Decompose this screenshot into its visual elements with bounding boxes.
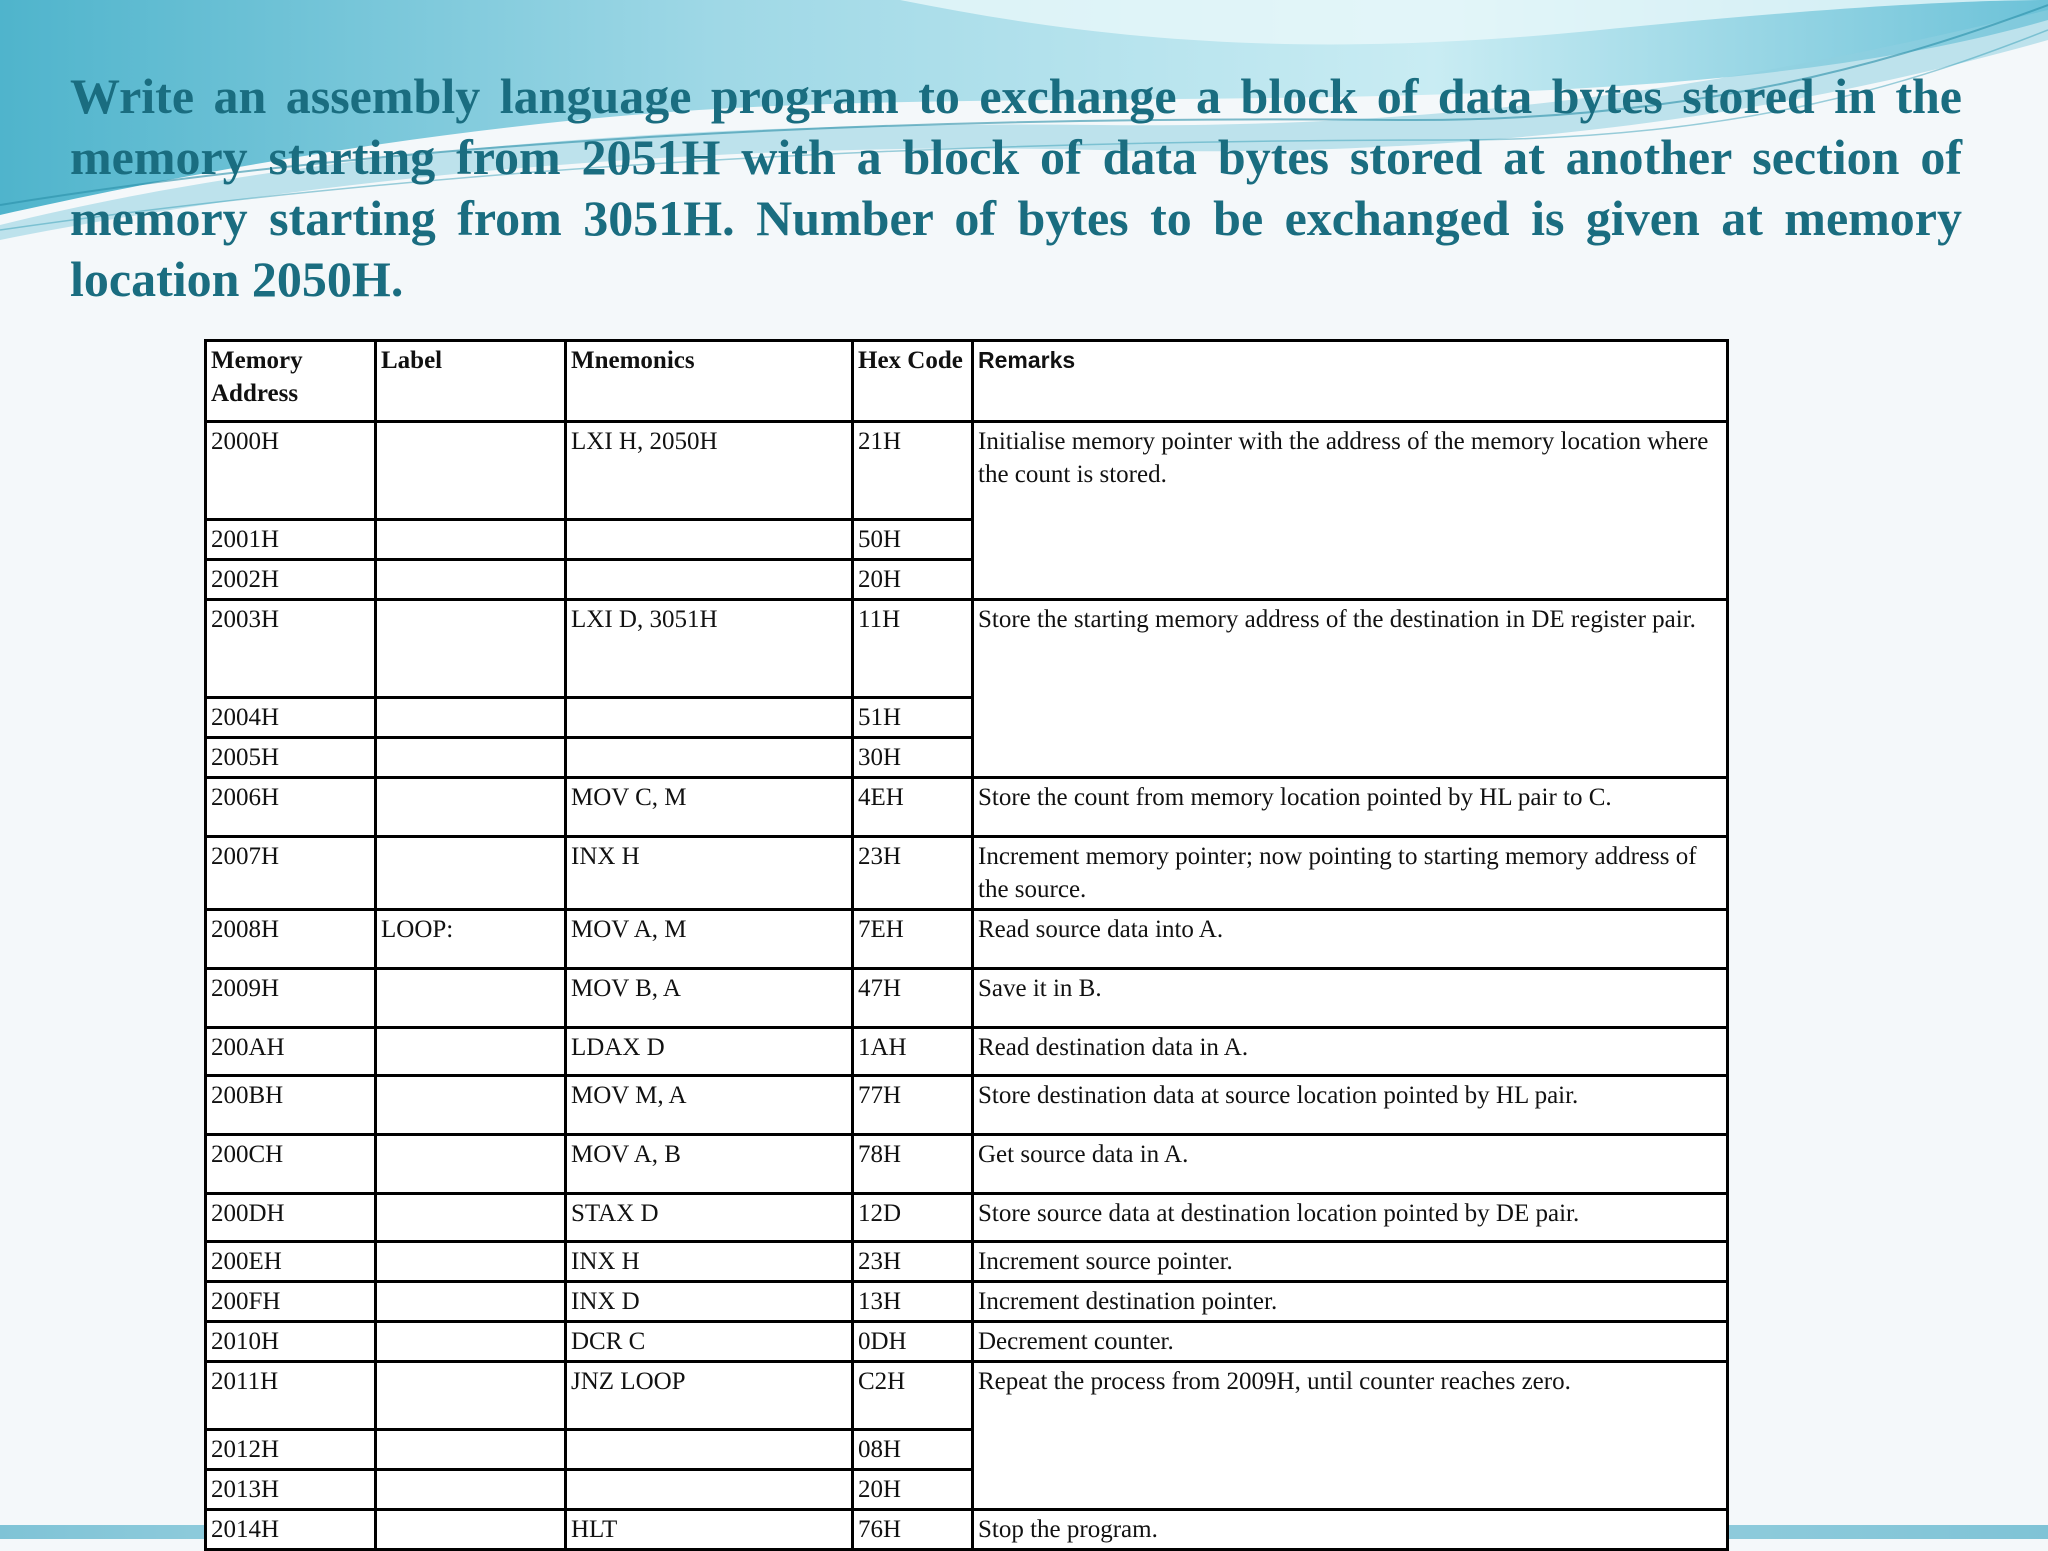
hex-cell: 1AH: [853, 1028, 973, 1076]
hex-cell: 0DH: [853, 1322, 973, 1362]
table-row: [206, 1076, 1728, 1135]
label-cell: [376, 837, 566, 910]
address-cell: 2014H: [206, 1510, 376, 1550]
remark-cell: Store the count from memory location pointed by HL pair to C.: [973, 778, 1728, 837]
table-row: [206, 1362, 1728, 1430]
header-remarks: Remarks: [973, 341, 1728, 422]
mnemonic-cell: LXI D, 3051H: [566, 600, 853, 698]
mnemonic-cell: INX H: [566, 1242, 853, 1282]
header-label: Label: [376, 341, 566, 422]
label-cell: [376, 560, 566, 600]
table-row: [206, 1510, 1728, 1550]
address-cell: 200EH: [206, 1242, 376, 1282]
remark-cell: Increment memory pointer; now pointing to starting memory address of the source.: [973, 837, 1728, 910]
address-cell: 2006H: [206, 778, 376, 837]
mnemonic-cell: MOV M, A: [566, 1076, 853, 1135]
label-cell: [376, 969, 566, 1028]
header-mnemonics: Mnemonics: [566, 341, 853, 422]
table-row: [206, 910, 1728, 969]
remark-cell: Get source data in A.: [973, 1135, 1728, 1194]
mnemonic-cell: [566, 698, 853, 738]
table-row: [206, 1242, 1728, 1282]
address-cell: 200BH: [206, 1076, 376, 1135]
mnemonic-cell: JNZ LOOP: [566, 1362, 853, 1430]
label-cell: [376, 1242, 566, 1282]
table-row: [206, 778, 1728, 837]
address-cell: 2003H: [206, 600, 376, 698]
table-row: [206, 837, 1728, 910]
remark-cell: Save it in B.: [973, 969, 1728, 1028]
mnemonic-cell: [566, 1430, 853, 1470]
hex-cell: 7EH: [853, 910, 973, 969]
address-cell: 2004H: [206, 698, 376, 738]
hex-cell: 50H: [853, 520, 973, 560]
mnemonic-cell: INX H: [566, 837, 853, 910]
address-cell: 2002H: [206, 560, 376, 600]
address-cell: 2008H: [206, 910, 376, 969]
mnemonic-cell: HLT: [566, 1510, 853, 1550]
mnemonic-cell: MOV C, M: [566, 778, 853, 837]
hex-cell: 4EH: [853, 778, 973, 837]
table-row: [206, 1028, 1728, 1076]
remark-cell: Repeat the process from 2009H, until counter reaches zero.: [973, 1362, 1728, 1510]
address-cell: 2010H: [206, 1322, 376, 1362]
header-memory-address: Memory Address: [206, 341, 376, 422]
address-cell: 2007H: [206, 837, 376, 910]
label-cell: [376, 600, 566, 698]
address-cell: 2011H: [206, 1362, 376, 1430]
remark-cell: Read destination data in A.: [973, 1028, 1728, 1076]
program-table: [204, 339, 1729, 1551]
label-cell: [376, 1028, 566, 1076]
hex-cell: 20H: [853, 1470, 973, 1510]
address-cell: 200DH: [206, 1194, 376, 1242]
remark-cell: Increment source pointer.: [973, 1242, 1728, 1282]
label-cell: [376, 738, 566, 778]
hex-cell: 78H: [853, 1135, 973, 1194]
table-row: [206, 1194, 1728, 1242]
label-cell: [376, 1322, 566, 1362]
mnemonic-cell: MOV A, M: [566, 910, 853, 969]
hex-cell: 11H: [853, 600, 973, 698]
mnemonic-cell: INX D: [566, 1282, 853, 1322]
header-hex-code: Hex Code: [853, 341, 973, 422]
remark-cell: Store destination data at source location pointed by HL pair.: [973, 1076, 1728, 1135]
hex-cell: 21H: [853, 422, 973, 520]
hex-cell: 76H: [853, 1510, 973, 1550]
remark-cell: Store the starting memory address of the destination in DE register pair.: [973, 600, 1728, 778]
hex-cell: 51H: [853, 698, 973, 738]
address-cell: 2012H: [206, 1430, 376, 1470]
mnemonic-cell: [566, 1470, 853, 1510]
address-cell: 2001H: [206, 520, 376, 560]
hex-cell: 77H: [853, 1076, 973, 1135]
remark-cell: Store source data at destination location pointed by DE pair.: [973, 1194, 1728, 1242]
address-cell: 200FH: [206, 1282, 376, 1322]
table-row: [206, 1322, 1728, 1362]
label-cell: [376, 1194, 566, 1242]
address-cell: 2005H: [206, 738, 376, 778]
table-row: [206, 969, 1728, 1028]
address-cell: 200CH: [206, 1135, 376, 1194]
label-cell: [376, 1470, 566, 1510]
label-cell: [376, 520, 566, 560]
address-cell: 2009H: [206, 969, 376, 1028]
mnemonic-cell: [566, 520, 853, 560]
label-cell: [376, 1076, 566, 1135]
address-cell: 2013H: [206, 1470, 376, 1510]
label-cell: [376, 422, 566, 520]
label-cell: [376, 1510, 566, 1550]
mnemonic-cell: MOV B, A: [566, 969, 853, 1028]
table-row: [206, 1135, 1728, 1194]
table-header-row: [206, 341, 1728, 422]
hex-cell: 20H: [853, 560, 973, 600]
mnemonic-cell: LDAX D: [566, 1028, 853, 1076]
remark-cell: Decrement counter.: [973, 1322, 1728, 1362]
hex-cell: 12D: [853, 1194, 973, 1242]
remark-cell: Read source data into A.: [973, 910, 1728, 969]
label-cell: LOOP:: [376, 910, 566, 969]
label-cell: [376, 698, 566, 738]
label-cell: [376, 1430, 566, 1470]
mnemonic-cell: MOV A, B: [566, 1135, 853, 1194]
hex-cell: 13H: [853, 1282, 973, 1322]
table-row: [206, 422, 1728, 520]
remark-cell: Increment destination pointer.: [973, 1282, 1728, 1322]
mnemonic-cell: DCR C: [566, 1322, 853, 1362]
label-cell: [376, 1282, 566, 1322]
remark-cell: Stop the program.: [973, 1510, 1728, 1550]
hex-cell: 23H: [853, 1242, 973, 1282]
label-cell: [376, 1362, 566, 1430]
mnemonic-cell: [566, 560, 853, 600]
remark-cell: Initialise memory pointer with the address of the memory location where the count is stored.: [973, 422, 1728, 600]
hex-cell: C2H: [853, 1362, 973, 1430]
table-row: [206, 1282, 1728, 1322]
mnemonic-cell: LXI H, 2050H: [566, 422, 853, 520]
hex-cell: 08H: [853, 1430, 973, 1470]
hex-cell: 47H: [853, 969, 973, 1028]
label-cell: [376, 1135, 566, 1194]
hex-cell: 23H: [853, 837, 973, 910]
hex-cell: 30H: [853, 738, 973, 778]
address-cell: 200AH: [206, 1028, 376, 1076]
address-cell: 2000H: [206, 422, 376, 520]
problem-statement: Write an assembly language program to exchange a block of data bytes stored in the memory starting from 2051H with a block of data bytes stored at another section of memory starting from 3051H. Number of bytes to be exchanged is given at memory location 2050H.: [70, 68, 1962, 307]
table-row: [206, 600, 1728, 698]
label-cell: [376, 778, 566, 837]
mnemonic-cell: [566, 738, 853, 778]
mnemonic-cell: STAX D: [566, 1194, 853, 1242]
